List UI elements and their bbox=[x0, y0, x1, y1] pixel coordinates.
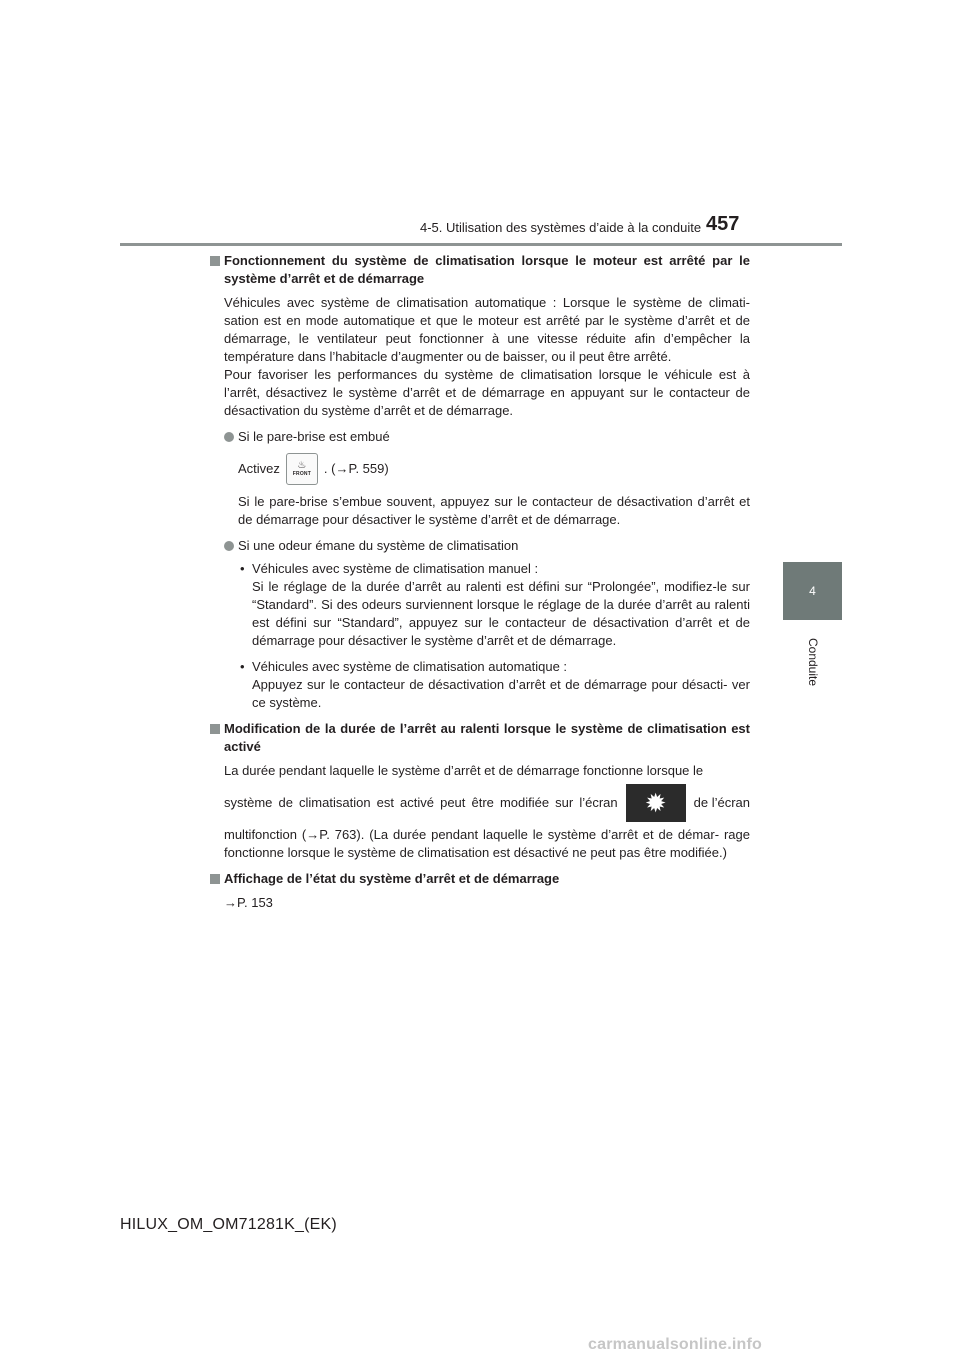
chapter-number-tab: 4 bbox=[783, 562, 842, 620]
bullet-text: Si le pare-brise est embué bbox=[238, 429, 390, 444]
settings-gear-icon: ✹ bbox=[626, 784, 686, 822]
circle-bullet-icon bbox=[224, 432, 234, 442]
front-defogger-button-icon bbox=[286, 453, 318, 485]
page-reference: →P. 153 bbox=[224, 895, 273, 910]
sub-list-item bbox=[210, 560, 750, 650]
paragraph-text: Pour favoriser les performances du système de climatisation lorsque le véhicule est à l’arrêt, désactivez le système d’arrêt et de démarrage en appuyant sur le contacteur de désactivation du système d’arrêt et de démarrage. bbox=[224, 367, 750, 418]
activate-text: Activez bbox=[238, 461, 280, 476]
heading-text: Modification de la durée de l’arrêt au ralenti lorsque le système de climatisation est activé bbox=[224, 721, 750, 754]
square-bullet-icon bbox=[210, 256, 220, 266]
square-bullet-icon bbox=[210, 724, 220, 734]
section-heading bbox=[210, 252, 750, 288]
document-code: HILUX_OM_OM71281K_(EK) bbox=[120, 1216, 337, 1233]
paragraph-text: de l’écran bbox=[693, 795, 750, 810]
page-reference: . (→P. 559) bbox=[323, 461, 389, 476]
section-heading bbox=[210, 870, 750, 888]
paragraph bbox=[210, 493, 750, 529]
paragraph bbox=[210, 826, 750, 862]
header-divider bbox=[120, 243, 842, 246]
paragraph bbox=[210, 294, 750, 420]
bullet-item bbox=[210, 537, 750, 555]
activate-instruction bbox=[210, 451, 750, 487]
defogger-icon: ♨ bbox=[297, 460, 307, 471]
front-label: FRONT bbox=[292, 471, 312, 477]
sub-item-title: Véhicules avec système de climatisation automatique : bbox=[252, 659, 568, 674]
sub-item-text: Appuyez sur le contacteur de désactivation d’arrêt et de démarrage pour désacti- ver ce système. bbox=[252, 677, 750, 710]
watermark: carmanualsonline.info bbox=[588, 1336, 763, 1353]
chapter-label bbox=[784, 632, 842, 692]
chapter-label-text: Conduite bbox=[805, 637, 820, 687]
bullet-item bbox=[210, 428, 750, 446]
circle-bullet-icon bbox=[224, 541, 234, 551]
sub-item-title: Véhicules avec système de climatisation manuel : bbox=[252, 561, 539, 576]
sub-item-text: Si le réglage de la durée d’arrêt au ralenti est défini sur “Prolongée”, modifiez-le sur “Standard”. Si des odeurs surviennent lorsque le réglage de la durée d’arrêt au ralenti est défini sur “Standard”, appuyez sur le contacteur de désactivation d’arrêt et de démarrage pour désactiver le système d’arrêt et de démarrage. bbox=[252, 579, 750, 648]
section-heading bbox=[210, 720, 750, 756]
sub-list-item bbox=[210, 658, 750, 712]
paragraph-text: Véhicules avec système de climatisation automatique : Lorsque le système de climati- sation est en mode automatique et que le moteur est arrêté par le système d’arrêt et de démarrage, le ventilateur peut fonctionner à une vitesse réduite afin d’empêcher la température dans l’habitacle d’augmenter ou de baisser, ou il peut être arrêté. bbox=[224, 295, 750, 364]
paragraph-text: Si le pare-brise s’embue souvent, appuyez sur le contacteur de désactivation d’arrêt et de démarrage pour désactiver le système d’arrêt et de démarrage. bbox=[238, 494, 750, 527]
page-number: 457 bbox=[706, 213, 740, 235]
settings-instruction bbox=[210, 784, 750, 822]
paragraph bbox=[210, 894, 750, 912]
small-bullet-icon: • bbox=[240, 561, 245, 576]
page-content bbox=[210, 252, 750, 920]
paragraph-text: multifonction (→P. 763). (La durée pendant laquelle le système d’arrêt et de démar- rage fonctionne lorsque le système de climatisation est désactivé ne peut pas être modifiée.) bbox=[224, 827, 750, 860]
bullet-text: Si une odeur émane du système de climatisation bbox=[238, 538, 519, 553]
running-header-section: 4-5. Utilisation des systèmes d’aide à la conduite bbox=[420, 220, 702, 235]
paragraph bbox=[210, 762, 750, 780]
paragraph-text: La durée pendant laquelle le système d’arrêt et de démarrage fonctionne lorsque le bbox=[224, 763, 704, 778]
small-bullet-icon: • bbox=[240, 659, 245, 674]
square-bullet-icon bbox=[210, 874, 220, 884]
heading-text: Affichage de l’état du système d’arrêt et de démarrage bbox=[224, 871, 560, 886]
heading-text: Fonctionnement du système de climatisation lorsque le moteur est arrêté par le système d’arrêt et de démarrage bbox=[224, 253, 750, 286]
paragraph-text: système de climatisation est activé peut être modifiée sur l’écran bbox=[224, 795, 618, 810]
